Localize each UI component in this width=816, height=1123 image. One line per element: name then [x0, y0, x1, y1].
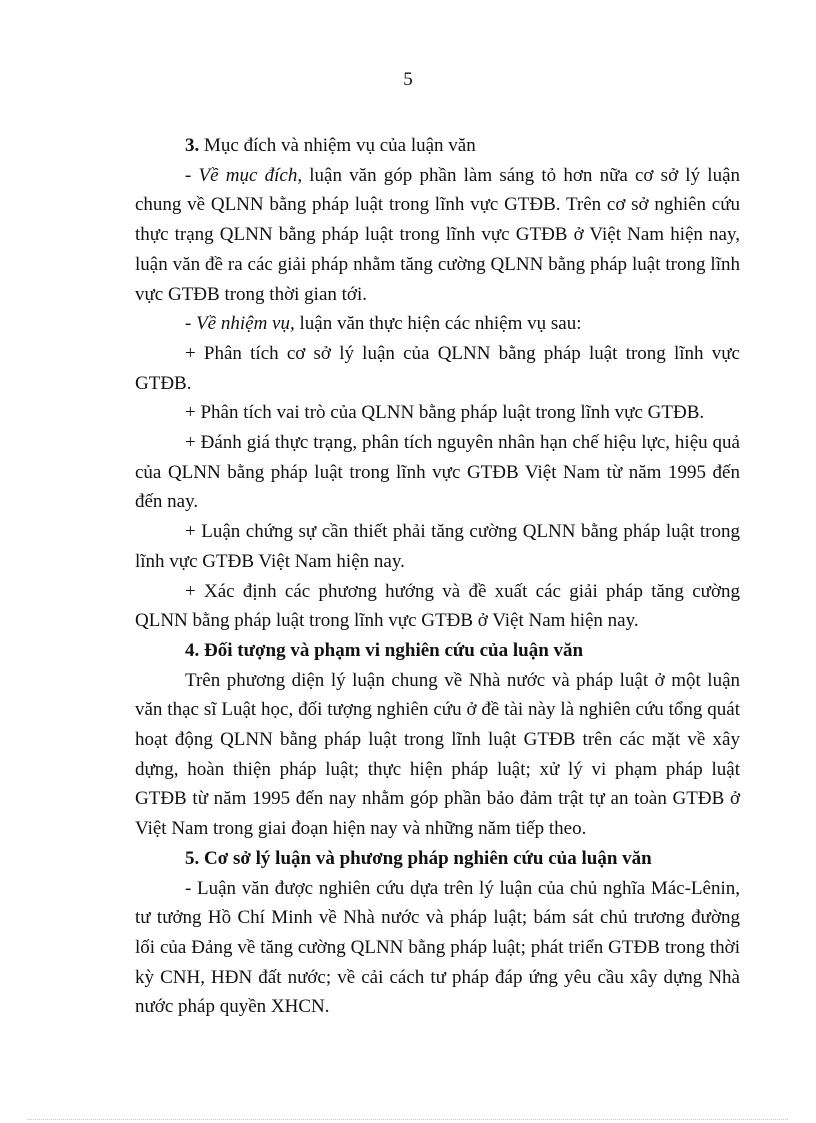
section-3-number: 3.: [185, 135, 200, 156]
task-item: + Xác định các phương hướng và đề xuất các giải pháp tăng cường QLNN bằng pháp luật trong lĩnh vực GTĐB ở Việt Nam hiện nay.: [135, 580, 740, 632]
section-3-title: Mục đích và nhiệm vụ của luận văn: [204, 135, 476, 156]
task-item: + Phân tích cơ sở lý luận của QLNN bằng pháp luật trong lĩnh vực GTĐB.: [135, 342, 740, 394]
task-item: + Phân tích vai trò của QLNN bằng pháp luật trong lĩnh vực GTĐB.: [185, 402, 705, 424]
tasks-intro-paragraph: [135, 309, 740, 339]
purpose-lead: - Về mục đích,: [185, 164, 303, 186]
task-item: + Luận chứng sự cần thiết phải tăng cường QLNN bằng pháp luật trong lĩnh vực GTĐB Việt Nam hiện nay.: [135, 521, 740, 572]
tasks-lead: Về nhiệm vụ,: [196, 313, 295, 335]
purpose-paragraph: [135, 161, 740, 310]
page-number: 5: [403, 69, 413, 90]
section-3-heading: [135, 131, 740, 161]
section-4-paragraph: Trên phương diện lý luận chung về Nhà nước và pháp luật ở một luận văn thạc sĩ Luật học, đối tượng nghiên cứu ở đề tài này là nghiên cứu tổng quát hoạt động QLNN bằng pháp luật trong lĩnh luật GTĐB trên các mặt về xây dựng, hoàn thiện pháp luật; thực hiện pháp luật; xử lý vi phạm pháp luật GTĐB từ năm 1995 đến nay nhằm góp phần bảo đảm trật tự an toàn GTĐB ở Việt Nam trong giai đoạn hiện nay và những năm tiếp theo.: [135, 669, 740, 840]
tasks-intro-text: luận văn thực hiện các nhiệm vụ sau:: [294, 313, 582, 335]
tasks-dash: -: [185, 313, 197, 335]
section-5-paragraph: - Luận văn được nghiên cứu dựa trên lý luận của chủ nghĩa Mác-Lênin, tư tưởng Hồ Chí Minh về Nhà nước và pháp luật; bám sát chủ trương đường lối của Đảng về tăng cường QLNN bằng pháp luật; phát triển GTĐB trong thời kỳ CNH, HĐN đất nước; về cải cách tư pháp đáp ứng yêu cầu xây dựng Nhà nước pháp quyền XHCN.: [135, 877, 740, 1018]
task-item: + Đánh giá thực trạng, phân tích nguyên nhân hạn chế hiệu lực, hiệu quả của QLNN bằng pháp luật trong lĩnh vực GTĐB Việt Nam từ năm 1995 đến đến nay.: [135, 432, 740, 513]
purpose-text: luận văn góp phần làm sáng tỏ hơn nữa cơ sở lý luận chung về QLNN bằng pháp luật trong lĩnh vực GTĐB. Trên cơ sở nghiên cứu thực trạng QLNN bằng pháp luật trong lĩnh vực GTĐB ở Việt Nam hiện nay, luận văn đề ra các giải pháp nhằm tăng cường QLNN bằng pháp luật trong lĩnh vực GTĐB trong thời gian tới.: [135, 164, 740, 305]
section-5-heading: 5. Cơ sở lý luận và phương pháp nghiên cứu của luận văn: [185, 847, 652, 869]
document-body: [135, 131, 740, 1022]
page-bottom-divider: [28, 1119, 788, 1120]
section-4-heading: 4. Đối tượng và phạm vi nghiên cứu của luận văn: [185, 639, 584, 661]
